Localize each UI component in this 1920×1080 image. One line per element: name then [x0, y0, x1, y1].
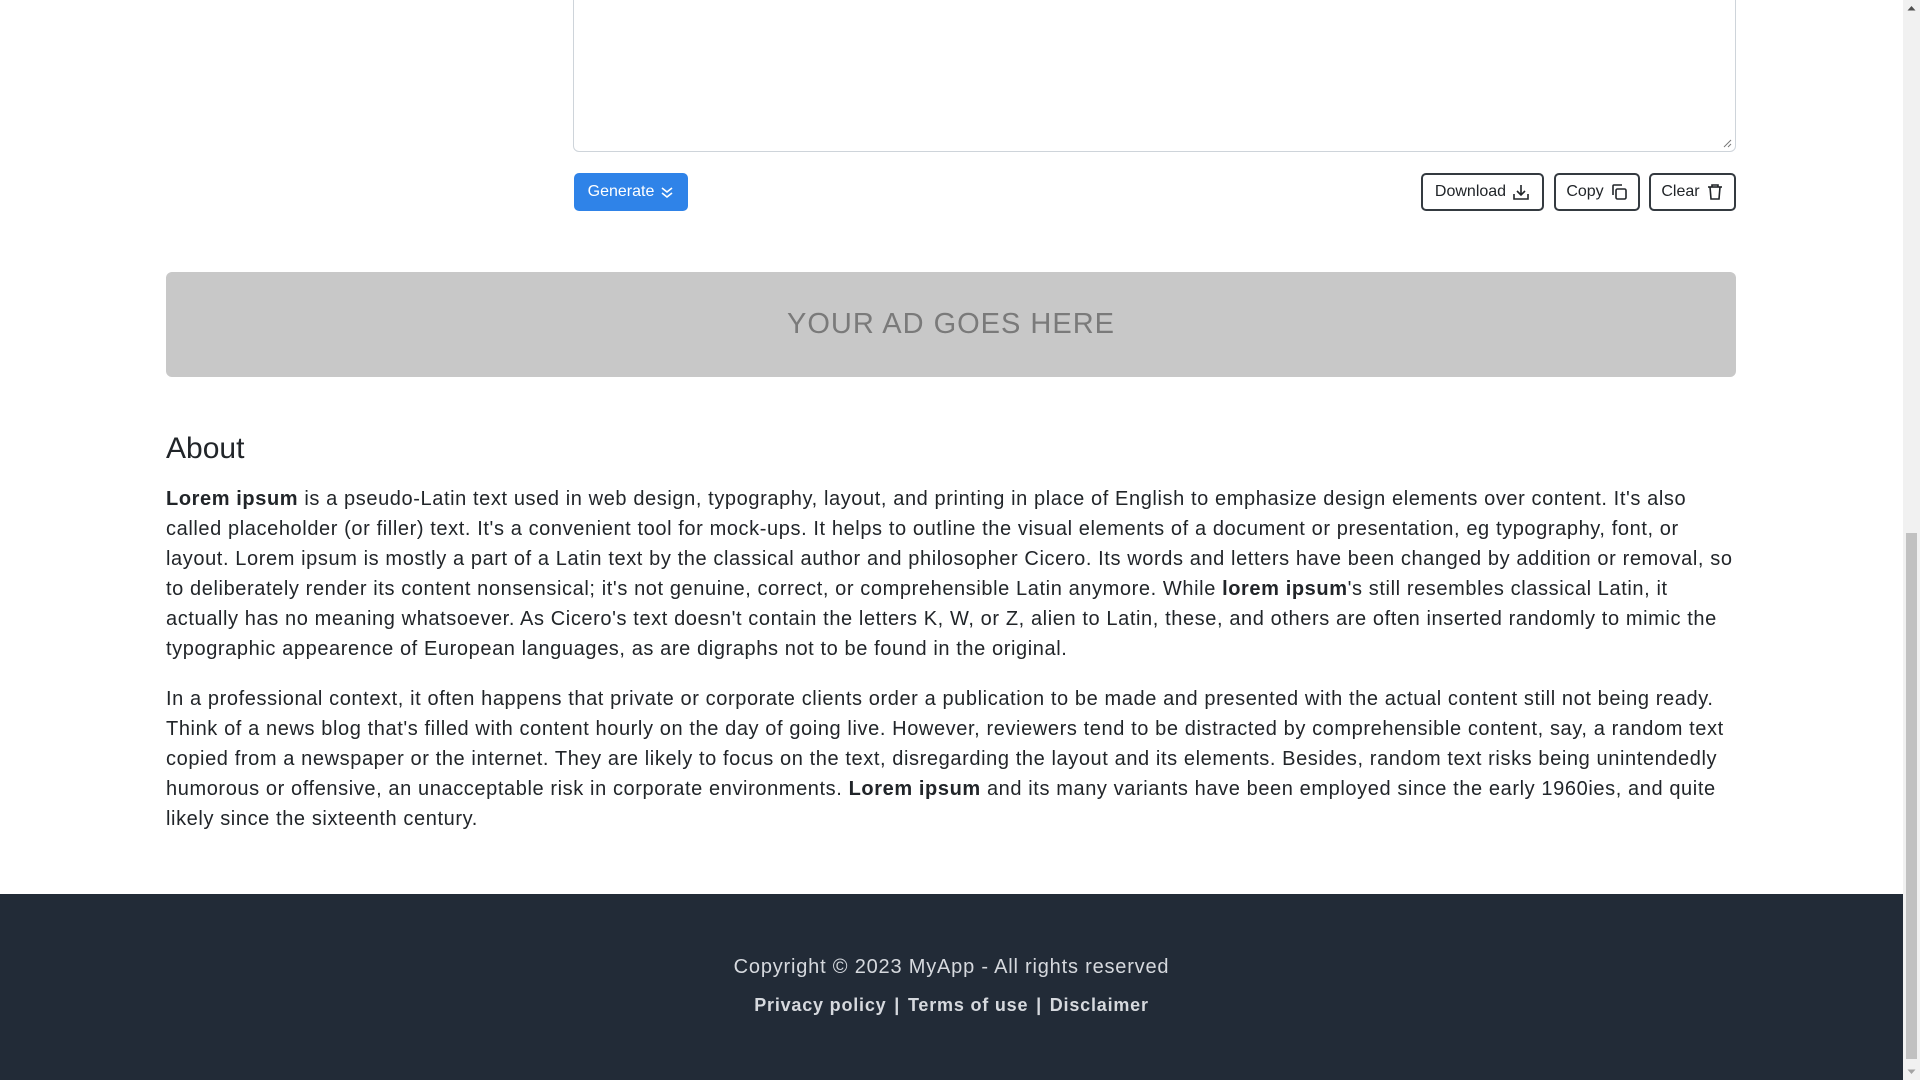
ad-banner-text: YOUR AD GOES HERE [786, 308, 1115, 340]
paragraph-text: In a professional context, it often happens that private or corporate clients order a publication to be made and presented with the actual content still not being ready. Think of a news blog that's filled with content hourly on the day of going live. However, reviewers tend to be distracted by comprehensible content, say, a random text copied from a newspaper or the internet. They are likely to focus on the text, disregarding the layout and its elements. Besides, random text risks being unintendedly humorous or offensive, an unacceptable risk in corporate environments. [166, 688, 1724, 800]
vertical-scrollbar[interactable] [1903, 0, 1920, 1080]
bold-text: Lorem ipsum [848, 778, 981, 800]
terms-of-use-link[interactable]: Terms of use [907, 995, 1029, 1015]
download-button-label: Download [1434, 183, 1507, 200]
paragraph-text: 's still resembles classical Latin, it actually has no meaning whatsoever. As Cicero's text doesn't contain the letters K, W, or Z, alien to Latin, these, and others are often inserted randomly to mimic the typographic appearence of European languages, as are digraphs not to be found in the original. [166, 578, 1717, 660]
copy-button[interactable] [1554, 173, 1640, 211]
about-title: About [166, 432, 245, 465]
generate-button-label: Generate [587, 183, 655, 200]
copy-button-label: Copy [1566, 183, 1604, 200]
chevron-double-down-icon [660, 185, 674, 199]
paragraph-text: is a pseudo-Latin text used in web design, typography, layout, and printing in place of English to emphasize design elements over content. It's also called placeholder (or filler) text. It's a convenient tool for mock-ups. It helps to outline the visual elements of a document or presentation, eg typography, font, or layout. Lorem ipsum is mostly a part of a Latin text by the classical author and philosopher Cicero. Its words and letters have been changed by addition or removal, so to deliberately render its content nonsensical; it's not genuine, correct, or comprehensible Latin anymore. While [166, 488, 1733, 600]
clear-button[interactable] [1649, 173, 1736, 211]
scroll-down-arrow-icon[interactable] [1903, 1063, 1920, 1080]
generate-button[interactable] [574, 173, 688, 211]
bold-text: lorem ipsum [1222, 578, 1348, 600]
trash-icon [1706, 183, 1724, 201]
copyright-text: Copyright © 2023 MyApp - All rights reserved [733, 956, 1170, 978]
about-paragraph-1 [166, 484, 1738, 664]
resize-grip-icon[interactable] [1722, 138, 1732, 148]
privacy-policy-link[interactable]: Privacy policy [754, 995, 887, 1015]
output-textarea[interactable] [573, 0, 1736, 152]
download-button[interactable] [1421, 173, 1544, 211]
paragraph-text: and its many variants have been employed since the early 1960ies, and quite likely since the sixteenth century. [166, 778, 1716, 830]
download-icon [1512, 183, 1530, 201]
disclaimer-link[interactable]: Disclaimer [1049, 995, 1149, 1015]
about-text [166, 484, 1738, 854]
footer [0, 894, 1903, 1080]
ad-banner [166, 272, 1736, 377]
clear-button-label: Clear [1661, 183, 1700, 200]
scroll-up-arrow-icon[interactable] [1903, 0, 1920, 17]
copy-icon [1610, 183, 1628, 201]
footer-links [0, 995, 1903, 1016]
link-separator: | [894, 995, 901, 1015]
bold-text: Lorem ipsum [166, 488, 299, 510]
scrollbar-thumb[interactable] [1906, 533, 1917, 1059]
about-paragraph-2 [166, 684, 1738, 834]
link-separator: | [1036, 995, 1042, 1015]
